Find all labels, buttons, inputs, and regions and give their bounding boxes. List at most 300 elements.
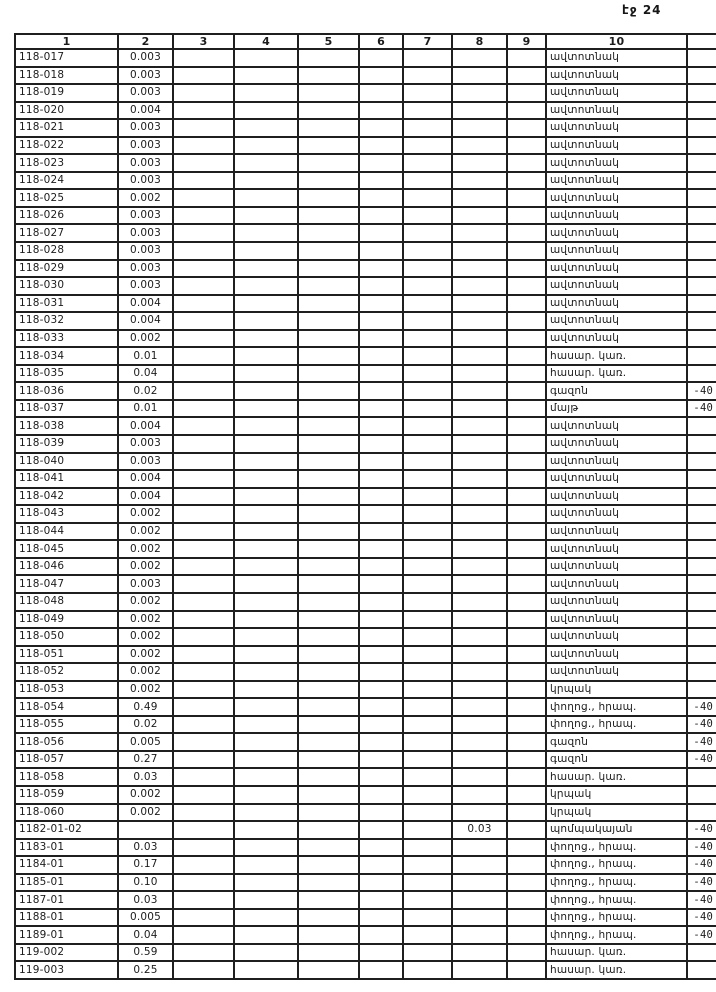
cell-col4 (234, 628, 298, 646)
cell-col4 (234, 839, 298, 857)
cell-col3 (173, 84, 234, 102)
cell-area: 0.003 (118, 119, 173, 137)
cell-col9 (507, 768, 546, 786)
cell-col7 (403, 874, 452, 892)
cell-usage: ավտոտնակ (546, 260, 687, 278)
cell-col9 (507, 207, 546, 225)
cell-col9 (507, 453, 546, 471)
cell-col6 (359, 137, 403, 155)
cell-area: 0.59 (118, 944, 173, 962)
cell-col3 (173, 663, 234, 681)
table-row (15, 347, 716, 365)
cell-col4 (234, 330, 298, 348)
cell-col9 (507, 663, 546, 681)
margin-annotation: -40 (687, 751, 716, 769)
cell-col3 (173, 137, 234, 155)
cell-col4 (234, 505, 298, 523)
table-row (15, 189, 716, 207)
cell-col7 (403, 628, 452, 646)
cell-col3 (173, 575, 234, 593)
cell-col8-area (452, 593, 507, 611)
cell-col3 (173, 540, 234, 558)
cell-col8-area (452, 909, 507, 927)
cell-col5 (298, 207, 359, 225)
cell-col5 (298, 400, 359, 418)
margin-annotation (687, 768, 716, 786)
table-row (15, 295, 716, 313)
cell-col9 (507, 330, 546, 348)
cell-col9 (507, 224, 546, 242)
table-row (15, 926, 716, 944)
cell-col6 (359, 488, 403, 506)
cell-parcel-id: 118-043 (15, 505, 118, 523)
cell-col3 (173, 821, 234, 839)
table-row (15, 944, 716, 962)
table-row (15, 224, 716, 242)
table-row (15, 768, 716, 786)
cell-parcel-id: 118-033 (15, 330, 118, 348)
cell-col8-area (452, 523, 507, 541)
cell-col9 (507, 926, 546, 944)
cell-col5 (298, 312, 359, 330)
cell-col5 (298, 909, 359, 927)
table-row (15, 154, 716, 172)
cell-col5 (298, 839, 359, 857)
cell-area: 0.002 (118, 611, 173, 629)
cell-col4 (234, 347, 298, 365)
cell-col6 (359, 154, 403, 172)
cell-col7 (403, 382, 452, 400)
cell-col7 (403, 716, 452, 734)
cell-col7 (403, 277, 452, 295)
cell-parcel-id: 118-057 (15, 751, 118, 769)
column-header-7: 7 (403, 34, 452, 49)
column-header-5: 5 (298, 34, 359, 49)
cell-parcel-id: 1187-01 (15, 891, 118, 909)
cell-col6 (359, 558, 403, 576)
margin-annotation (687, 628, 716, 646)
cell-col4 (234, 312, 298, 330)
cell-col7 (403, 242, 452, 260)
cell-area: 0.01 (118, 400, 173, 418)
cell-col3 (173, 277, 234, 295)
cell-col3 (173, 698, 234, 716)
cell-usage: ավտոտնակ (546, 417, 687, 435)
cell-usage: փողոց., հրապ. (546, 839, 687, 857)
cell-col6 (359, 926, 403, 944)
margin-annotation (687, 944, 716, 962)
cell-col9 (507, 365, 546, 383)
cell-area: 0.04 (118, 365, 173, 383)
cell-usage: ավտոտնակ (546, 558, 687, 576)
cell-usage: կրպակ (546, 786, 687, 804)
table-row (15, 839, 716, 857)
cell-usage: ավտոտնակ (546, 172, 687, 190)
cell-area: 0.002 (118, 786, 173, 804)
table-row (15, 523, 716, 541)
cell-col5 (298, 874, 359, 892)
cell-col9 (507, 382, 546, 400)
cell-area: 0.002 (118, 663, 173, 681)
cell-col7 (403, 611, 452, 629)
cell-col6 (359, 330, 403, 348)
cell-col4 (234, 119, 298, 137)
cell-col7 (403, 207, 452, 225)
cell-area: 0.003 (118, 224, 173, 242)
cell-col8-area (452, 84, 507, 102)
cell-usage: պոմպակայան (546, 821, 687, 839)
cell-col3 (173, 330, 234, 348)
cell-col8-area (452, 453, 507, 471)
cell-parcel-id: 1185-01 (15, 874, 118, 892)
cell-col7 (403, 67, 452, 85)
cell-area: 0.003 (118, 207, 173, 225)
cell-col4 (234, 558, 298, 576)
cell-col7 (403, 172, 452, 190)
cell-col4 (234, 733, 298, 751)
cell-usage: ավտոտնակ (546, 312, 687, 330)
cell-col3 (173, 119, 234, 137)
cell-parcel-id: 118-053 (15, 681, 118, 699)
cell-col5 (298, 453, 359, 471)
cell-area: 0.002 (118, 628, 173, 646)
margin-annotation (687, 681, 716, 699)
margin-annotation (687, 488, 716, 506)
cell-col4 (234, 751, 298, 769)
cell-col8-area (452, 417, 507, 435)
cell-col7 (403, 453, 452, 471)
cell-col8-area (452, 207, 507, 225)
cell-col9 (507, 400, 546, 418)
cell-col9 (507, 698, 546, 716)
cell-parcel-id: 118-040 (15, 453, 118, 471)
table-row (15, 751, 716, 769)
cell-col5 (298, 716, 359, 734)
cell-col3 (173, 453, 234, 471)
table-row (15, 505, 716, 523)
cell-col3 (173, 154, 234, 172)
cell-col5 (298, 119, 359, 137)
margin-annotation (687, 207, 716, 225)
cell-col7 (403, 49, 452, 67)
cell-area: 0.002 (118, 558, 173, 576)
cell-col4 (234, 698, 298, 716)
cell-area: 0.003 (118, 67, 173, 85)
cell-col8-area (452, 382, 507, 400)
cell-col4 (234, 961, 298, 979)
margin-annotation (687, 49, 716, 67)
cell-parcel-id: 118-039 (15, 435, 118, 453)
cell-col3 (173, 856, 234, 874)
margin-annotation (687, 435, 716, 453)
cell-col9 (507, 681, 546, 699)
header-margin-spacer (687, 34, 716, 49)
cell-col9 (507, 891, 546, 909)
cell-col8-area (452, 137, 507, 155)
margin-annotation (687, 804, 716, 822)
cell-col3 (173, 733, 234, 751)
cell-parcel-id: 118-056 (15, 733, 118, 751)
cell-usage: ավտոտնակ (546, 84, 687, 102)
cell-col4 (234, 540, 298, 558)
cell-col3 (173, 224, 234, 242)
cell-parcel-id: 1189-01 (15, 926, 118, 944)
cell-area: 0.002 (118, 540, 173, 558)
cell-parcel-id: 118-038 (15, 417, 118, 435)
margin-annotation (687, 224, 716, 242)
cell-col8-area (452, 961, 507, 979)
cell-col4 (234, 382, 298, 400)
cell-area: 0.003 (118, 277, 173, 295)
cell-col8-area (452, 874, 507, 892)
cell-col5 (298, 593, 359, 611)
cell-col4 (234, 646, 298, 664)
column-header-9: 9 (507, 34, 546, 49)
cell-usage: ավտոտնակ (546, 453, 687, 471)
cell-col7 (403, 751, 452, 769)
cell-col8-area (452, 856, 507, 874)
cell-usage: հասար. կառ. (546, 768, 687, 786)
cell-area: 0.002 (118, 330, 173, 348)
cell-col5 (298, 926, 359, 944)
cell-usage: ավտոտնակ (546, 102, 687, 120)
table-row (15, 681, 716, 699)
table-row (15, 786, 716, 804)
cell-col6 (359, 242, 403, 260)
cell-parcel-id: 118-041 (15, 470, 118, 488)
cell-col6 (359, 874, 403, 892)
cell-col4 (234, 172, 298, 190)
cell-col5 (298, 681, 359, 699)
cell-col9 (507, 523, 546, 541)
table-row (15, 961, 716, 979)
cell-usage: հասար. կառ. (546, 944, 687, 962)
table-row (15, 453, 716, 471)
cell-usage: ավտոտնակ (546, 435, 687, 453)
cell-usage: ավտոտնակ (546, 119, 687, 137)
column-header-1: 1 (15, 34, 118, 49)
cell-col8-area (452, 154, 507, 172)
cell-col9 (507, 821, 546, 839)
cell-col3 (173, 681, 234, 699)
cell-col9 (507, 646, 546, 664)
cell-col6 (359, 593, 403, 611)
cell-col5 (298, 49, 359, 67)
cell-col3 (173, 751, 234, 769)
parcel-table (14, 33, 716, 980)
cell-col4 (234, 470, 298, 488)
cell-col8-area (452, 224, 507, 242)
cell-col8-area (452, 558, 507, 576)
margin-annotation: -40 (687, 856, 716, 874)
cell-usage: ավտոտնակ (546, 67, 687, 85)
cell-col4 (234, 716, 298, 734)
cell-col9 (507, 540, 546, 558)
cell-col5 (298, 944, 359, 962)
cell-col7 (403, 470, 452, 488)
cell-col4 (234, 154, 298, 172)
cell-parcel-id: 118-052 (15, 663, 118, 681)
cell-parcel-id: 118-031 (15, 295, 118, 313)
table-row (15, 804, 716, 822)
cell-col6 (359, 909, 403, 927)
cell-area: 0.002 (118, 593, 173, 611)
cell-col4 (234, 909, 298, 927)
cell-col3 (173, 839, 234, 857)
cell-col8-area (452, 716, 507, 734)
cell-col6 (359, 312, 403, 330)
table-row (15, 172, 716, 190)
cell-parcel-id: 118-023 (15, 154, 118, 172)
table-row (15, 593, 716, 611)
cell-col8-area: 0.03 (452, 821, 507, 839)
cell-usage: գազոն (546, 733, 687, 751)
cell-area: 0.27 (118, 751, 173, 769)
margin-annotation: -40 (687, 926, 716, 944)
cell-col6 (359, 505, 403, 523)
cell-col6 (359, 417, 403, 435)
cell-col6 (359, 365, 403, 383)
cell-area: 0.49 (118, 698, 173, 716)
cell-parcel-id: 1184-01 (15, 856, 118, 874)
cell-parcel-id: 118-050 (15, 628, 118, 646)
cell-col3 (173, 558, 234, 576)
cell-col6 (359, 172, 403, 190)
cell-col9 (507, 312, 546, 330)
cell-area: 0.004 (118, 102, 173, 120)
cell-col3 (173, 67, 234, 85)
cell-col4 (234, 891, 298, 909)
cell-col5 (298, 575, 359, 593)
cell-col7 (403, 944, 452, 962)
cell-col4 (234, 295, 298, 313)
cell-col6 (359, 102, 403, 120)
cell-col5 (298, 189, 359, 207)
cell-col4 (234, 67, 298, 85)
cell-col8-area (452, 839, 507, 857)
cell-col5 (298, 821, 359, 839)
cell-col7 (403, 119, 452, 137)
cell-area: 0.002 (118, 505, 173, 523)
cell-col3 (173, 786, 234, 804)
cell-col4 (234, 49, 298, 67)
cell-col4 (234, 786, 298, 804)
margin-annotation (687, 365, 716, 383)
cell-col6 (359, 611, 403, 629)
cell-col7 (403, 786, 452, 804)
table-row (15, 67, 716, 85)
cell-usage: ավտոտնակ (546, 628, 687, 646)
cell-parcel-id: 118-048 (15, 593, 118, 611)
cell-col7 (403, 698, 452, 716)
cell-col8-area (452, 733, 507, 751)
column-header-6: 6 (359, 34, 403, 49)
cell-col4 (234, 260, 298, 278)
cell-parcel-id: 118-017 (15, 49, 118, 67)
cell-col8-area (452, 330, 507, 348)
cell-area: 0.003 (118, 172, 173, 190)
cell-area: 0.002 (118, 681, 173, 699)
cell-col3 (173, 312, 234, 330)
cell-col7 (403, 189, 452, 207)
cell-usage: ավտոտնակ (546, 575, 687, 593)
table-row (15, 540, 716, 558)
cell-usage: ավտոտնակ (546, 646, 687, 664)
cell-col3 (173, 523, 234, 541)
cell-col6 (359, 768, 403, 786)
table-row (15, 891, 716, 909)
cell-col6 (359, 453, 403, 471)
cell-col5 (298, 242, 359, 260)
cell-col5 (298, 891, 359, 909)
cell-col6 (359, 382, 403, 400)
cell-col6 (359, 277, 403, 295)
cell-col8-area (452, 102, 507, 120)
cell-parcel-id: 118-047 (15, 575, 118, 593)
cell-col5 (298, 628, 359, 646)
cell-col5 (298, 523, 359, 541)
cell-usage: փողոց., հրապ. (546, 716, 687, 734)
cell-col7 (403, 646, 452, 664)
cell-col8-area (452, 470, 507, 488)
cell-area: 0.02 (118, 716, 173, 734)
cell-col4 (234, 242, 298, 260)
cell-col3 (173, 365, 234, 383)
cell-usage: փողոց., հրապ. (546, 909, 687, 927)
cell-col4 (234, 189, 298, 207)
margin-annotation: -40 (687, 716, 716, 734)
cell-col8-area (452, 347, 507, 365)
cell-col8-area (452, 681, 507, 699)
cell-col7 (403, 681, 452, 699)
cell-col6 (359, 786, 403, 804)
table-row (15, 470, 716, 488)
cell-col3 (173, 944, 234, 962)
cell-parcel-id: 118-030 (15, 277, 118, 295)
cell-col7 (403, 435, 452, 453)
cell-area: 0.002 (118, 523, 173, 541)
cell-col8-area (452, 67, 507, 85)
cell-parcel-id: 118-037 (15, 400, 118, 418)
margin-annotation (687, 312, 716, 330)
cell-col3 (173, 926, 234, 944)
cell-area: 0.005 (118, 733, 173, 751)
cell-col6 (359, 821, 403, 839)
cell-col9 (507, 154, 546, 172)
cell-col7 (403, 260, 452, 278)
cell-col3 (173, 49, 234, 67)
cell-parcel-id: 118-035 (15, 365, 118, 383)
cell-parcel-id: 118-042 (15, 488, 118, 506)
cell-col8-area (452, 312, 507, 330)
cell-col3 (173, 400, 234, 418)
cell-col3 (173, 382, 234, 400)
margin-annotation (687, 786, 716, 804)
cell-col5 (298, 558, 359, 576)
cell-col7 (403, 400, 452, 418)
cell-col5 (298, 260, 359, 278)
cell-col7 (403, 224, 452, 242)
margin-annotation (687, 102, 716, 120)
cell-col6 (359, 470, 403, 488)
cell-col7 (403, 663, 452, 681)
cell-col4 (234, 365, 298, 383)
table-row (15, 733, 716, 751)
table-row (15, 716, 716, 734)
table-row (15, 330, 716, 348)
margin-annotation (687, 242, 716, 260)
cell-col7 (403, 488, 452, 506)
